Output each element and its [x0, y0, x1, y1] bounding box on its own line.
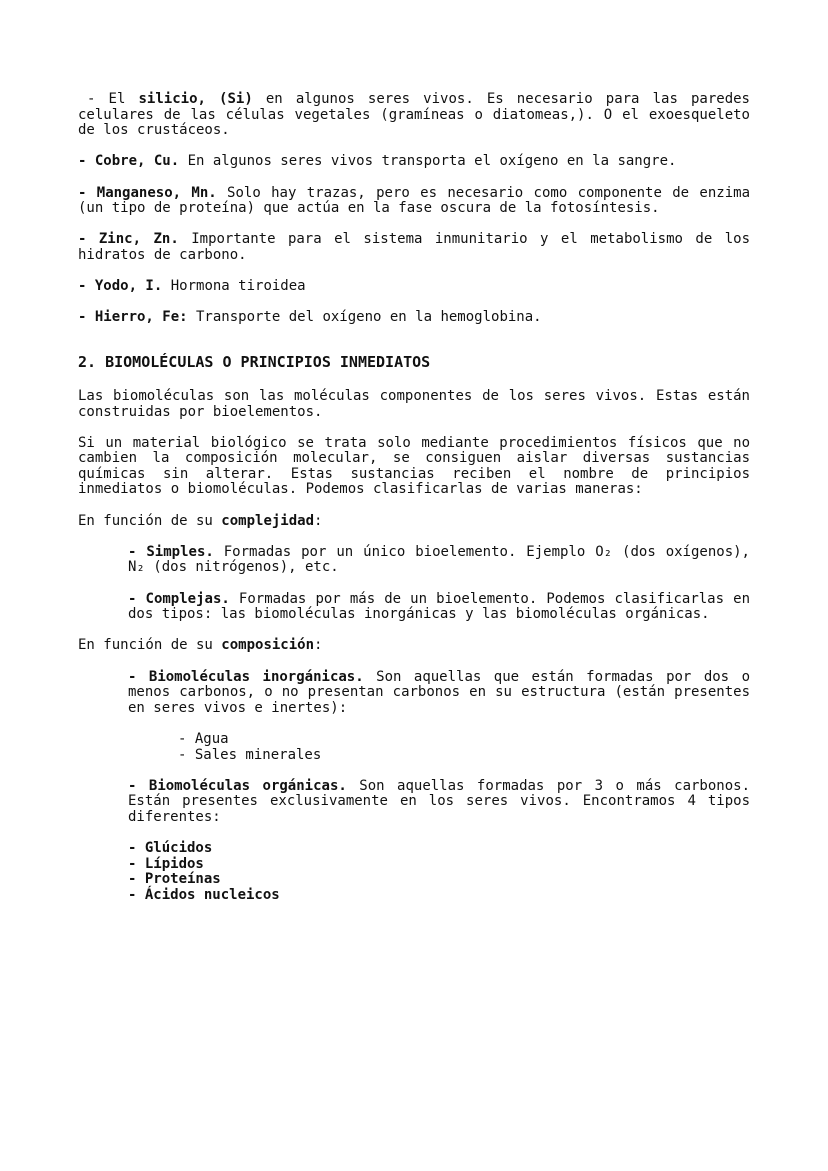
- para-manganeso: - Manganeso, Mn. Solo hay trazas, pero es necesario como componente de enzima (un tipo de proteína) que actúa en la fase oscura de la fotosíntesis.: [78, 184, 751, 217]
- list-item-lipidos: - Lípidos: [128, 855, 204, 872]
- para-simples: - Simples. Formadas por un único bioelemento. Ejemplo O₂ (dos oxígenos), N₂ (dos nitrógenos), etc.: [128, 543, 750, 576]
- para-cobre: - Cobre, Cu. En algunos seres vivos transporta el oxígeno en la sangre.: [78, 153, 677, 170]
- section-heading: 2. BIOMOLÉCULAS O PRINCIPIOS INMEDIATOS: [78, 352, 431, 371]
- para-en-funcion-composicion: En función de su composición:: [78, 637, 323, 654]
- list-item-agua: - Agua: [178, 730, 229, 747]
- para-hierro: - Hierro, Fe: Transporte del oxígeno en la hemoglobina.: [78, 309, 542, 326]
- para-en-funcion-complejidad: En función de su complejidad:: [78, 512, 323, 529]
- para-biomoleculas-organicas: - Biomoléculas orgánicas. Son aquellas formadas por 3 o más carbonos. Están presentes exclusivamente en los seres vivos. Encontramos 4 tipos diferentes:: [128, 777, 751, 825]
- para-silicio: - El silicio, (Si) en algunos seres vivos. Es necesario para las paredes celulares de las células vegetales (gramíneas o diatomeas,). O el exoesqueleto de los crustáceos.: [78, 91, 750, 139]
- para-material-biologico: Si un material biológico se trata solo mediante procedimientos físicos que no cambien la composición molecular, se consiguen aislar diversas sustancias químicas sin alterar. Estas sustancias reciben el nombre de principios inmediatos o biomoléculas. Podemos clasificarlas de varias maneras:: [78, 434, 750, 498]
- para-biomoleculas-inorganicas: - Biomoléculas inorgánicas. Son aquellas que están formadas por dos o menos carbonos, o no presentan carbonos en su estructura (están presentes en seres vivos e inertes):: [128, 668, 751, 716]
- list-item-sales-minerales: - Sales minerales: [178, 746, 322, 763]
- para-yodo: - Yodo, I. Hormona tiroidea: [78, 278, 306, 295]
- list-item-glucidos: - Glúcidos: [128, 840, 213, 857]
- list-item-proteinas: - Proteínas: [128, 871, 221, 888]
- para-biomoleculas-definicion: Las biomoléculas son las moléculas componentes de los seres vivos. Estas están construidas por bioelementos.: [78, 387, 750, 420]
- list-item-acidos-nucleicos: - Ácidos nucleicos: [128, 886, 280, 903]
- para-zinc: - Zinc, Zn. Importante para el sistema inmunitario y el metabolismo de los hidratos de carbono.: [78, 231, 750, 263]
- para-complejas: - Complejas. Formadas por más de un bioelemento. Podemos clasificarlas en dos tipos: las biomoléculas inorgánicas y las biomoléculas orgánicas.: [128, 590, 750, 623]
